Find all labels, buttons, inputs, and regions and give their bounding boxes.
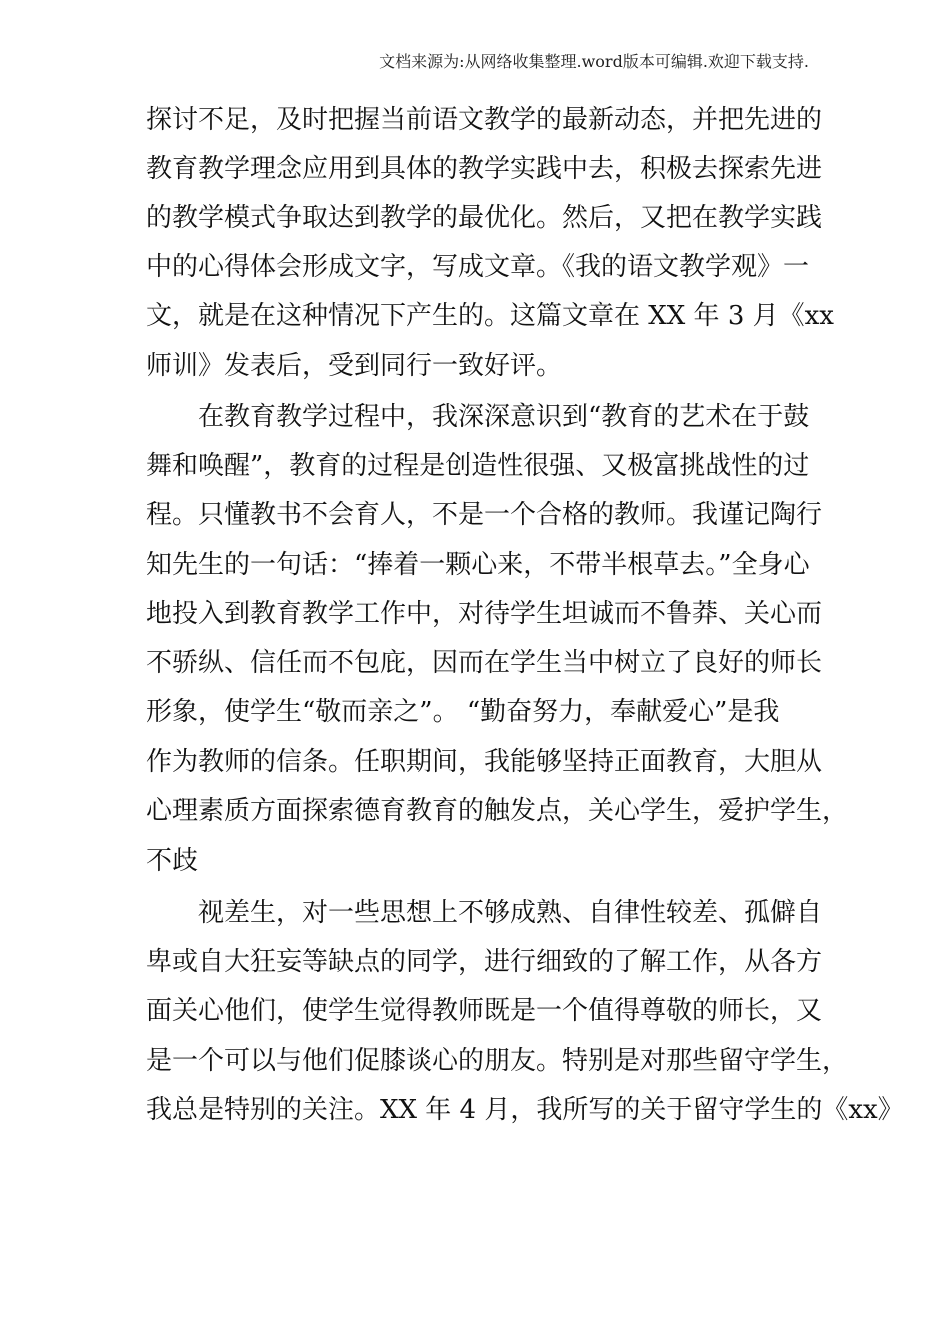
text-line: 地投入到教育教学工作中，对待学生坦诚而不鲁莽、关心而 xyxy=(146,599,823,629)
text-line: 形象，使学生“敬而亲之”。 “勤奋努力，奉献爱心”是我 xyxy=(146,697,780,727)
text-line: 的教学模式争取达到教学的最优化。然后，又把在教学实践 xyxy=(146,203,823,233)
page-header: 文档来源为:从网络收集整理.word版本可编辑.欢迎下载支持. xyxy=(379,52,809,71)
text-line: 程。只懂教书不会育人，不是一个合格的教师。我谨记陶行 xyxy=(146,500,823,530)
text-line: 知先生的一句话：“捧着一颗心来，不带半根草去。”全身心 xyxy=(146,550,810,580)
text-line: 我总是特别的关注。XX 年 4 月，我所写的关于留守学生的《xx》 xyxy=(146,1095,904,1125)
text-line: 不骄纵、信任而不包庇，因而在学生当中树立了良好的师长 xyxy=(146,648,823,678)
paragraph-start-line: 在教育教学过程中，我深深意识到“教育的艺术在于鼓 xyxy=(198,402,810,432)
text-line: 教育教学理念应用到具体的教学实践中去，积极去探索先进 xyxy=(146,154,823,184)
text-line: 作为教师的信条。任职期间，我能够坚持正面教育，大胆从 xyxy=(146,747,823,777)
text-line: 舞和唤醒”，教育的过程是创造性很强、又极富挑战性的过 xyxy=(146,451,810,481)
text-line: 心理素质方面探索德育教育的触发点，关心学生，爱护学生， xyxy=(146,796,849,826)
text-line: 面关心他们，使学生觉得教师既是一个值得尊敬的师长，又 xyxy=(146,996,823,1026)
text-line: 中的心得体会形成文字，写成文章。《我的语文教学观》一 xyxy=(146,252,810,282)
text-line: 不歧 xyxy=(146,846,199,876)
paragraph-start-line: 视差生，对一些思想上不够成熟、自律性较差、孤僻自 xyxy=(198,898,823,928)
text-line: 卑或自大狂妄等缺点的同学，进行细致的了解工作，从各方 xyxy=(146,947,823,977)
text-line: 探讨不足，及时把握当前语文教学的最新动态，并把先进的 xyxy=(146,105,823,135)
text-line: 文，就是在这种情况下产生的。这篇文章在 XX 年 3 月《xx xyxy=(146,301,834,331)
text-line: 是一个可以与他们促膝谈心的朋友。特别是对那些留守学生， xyxy=(146,1046,849,1076)
text-line: 师训》发表后，受到同行一致好评。 xyxy=(146,351,563,381)
